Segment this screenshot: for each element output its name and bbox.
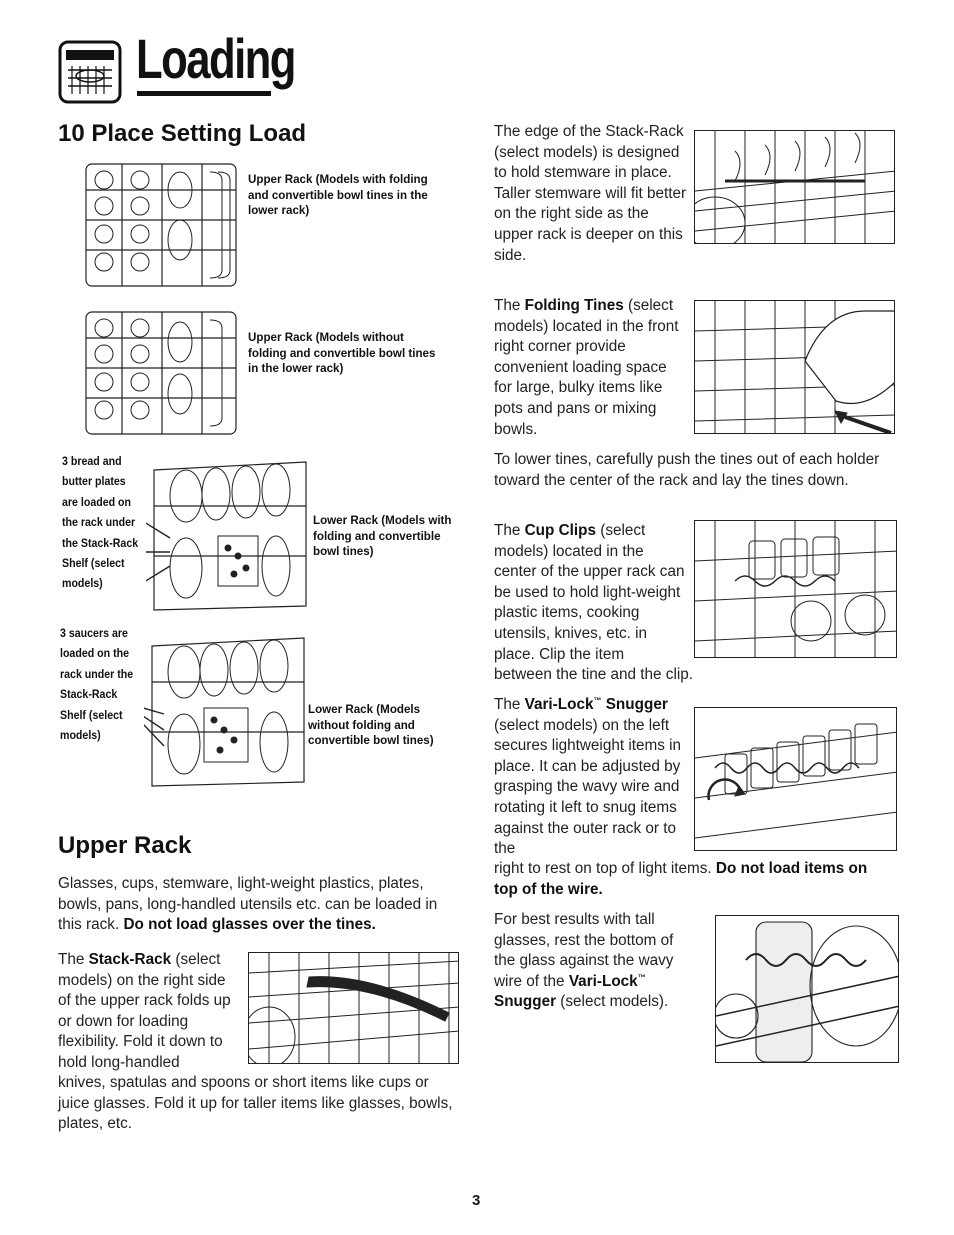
stemware-illustration xyxy=(694,130,895,244)
caption-upper-rack-with-tines: Upper Rack (Models with folding and convertible bowl tines in the lower rack) xyxy=(248,173,428,217)
folding-tines-paragraph: The Folding Tines (select models) located in the front right corner provide convenient loading space for large, bulky items like pots and pans or mixing bowls. xyxy=(494,297,679,438)
tall-glasses-illustration xyxy=(715,915,899,1063)
note-bread-plates: 3 bread and butter plates are loaded on the rack under the Stack-Rack Shelf (select models) xyxy=(62,454,139,591)
lower-tines-paragraph: To lower tines, carefully push the tines out of each holder toward the center of the rack and lay the tines down. xyxy=(494,451,880,489)
lower-rack-illustration-1 xyxy=(146,456,312,614)
tall-glasses-paragraph: For best results with tall glasses, rest the bottom of the glass against the wavy wire of the Vari-Lock™ Snugger (select models). xyxy=(494,911,674,1011)
stack-rack-paragraph-continued: knives, spatulas and spoons or short items like cups or juice glasses. Fold it up for taller items like glasses, bowls, plates, etc. xyxy=(58,1074,453,1133)
section-heading-load: 10 Place Setting Load xyxy=(58,120,307,147)
page-number: 3 xyxy=(472,1192,481,1209)
folding-tines-illustration xyxy=(694,300,895,434)
caption-lower-rack-without-tines: Lower Rack (Models without folding and convertible bowl tines) xyxy=(308,703,434,747)
note-saucers: 3 saucers are loaded on the rack under the Stack-Rack Shelf (select models) xyxy=(60,626,134,743)
vari-lock-paragraph: The Vari-Lock™ Snugger (select models) on the left secures lightweight items in place. It can be adjusted by grasping the wavy wire and rotating it left to snug items against the outer rack or to the xyxy=(494,695,682,858)
vari-lock-paragraph-continued: right to rest on top of light items. Do not load items on top of the wire. xyxy=(494,860,868,898)
stemware-paragraph: The edge of the Stack-Rack (select models) is designed to hold stemware in place. Taller stemware will fit better on the right side as the upper rack is deeper on this side. xyxy=(494,123,687,264)
upper-rack-illustration-1 xyxy=(82,160,242,292)
stack-rack-illustration xyxy=(248,952,459,1064)
cup-clips-paragraph: The Cup Clips (select models) located in the center of the upper rack can be used to hold light-weight plastic items, cooking utensils, knives, etc. in place. Clip the item xyxy=(494,522,685,663)
title-underline xyxy=(137,91,271,96)
cup-clips-illustration xyxy=(694,520,897,658)
cup-clips-paragraph-continued: between the tine and the clip. xyxy=(494,666,694,683)
dishwasher-icon xyxy=(58,40,122,104)
upper-rack-illustration-2 xyxy=(82,308,242,440)
section-heading-upper-rack: Upper Rack xyxy=(58,832,192,859)
lower-rack-illustration-2 xyxy=(144,632,310,790)
vari-lock-illustration xyxy=(694,707,897,851)
caption-upper-rack-without-tines: Upper Rack (Models without folding and convertible bowl tines in the lower rack) xyxy=(248,331,436,375)
page-title: Loading xyxy=(136,27,295,90)
stack-rack-paragraph: The Stack-Rack (select models) on the right side of the upper rack folds up or down for loading flexibility. Fold it down to hold long-handled xyxy=(58,951,231,1071)
upper-rack-intro: Glasses, cups, stemware, light-weight plastics, plates, bowls, pans, long-handled utensils etc. can be loaded in this rack. Do not load glasses over the tines. xyxy=(58,875,438,934)
caption-lower-rack-with-tines: Lower Rack (Models with folding and convertible bowl tines) xyxy=(313,514,452,558)
